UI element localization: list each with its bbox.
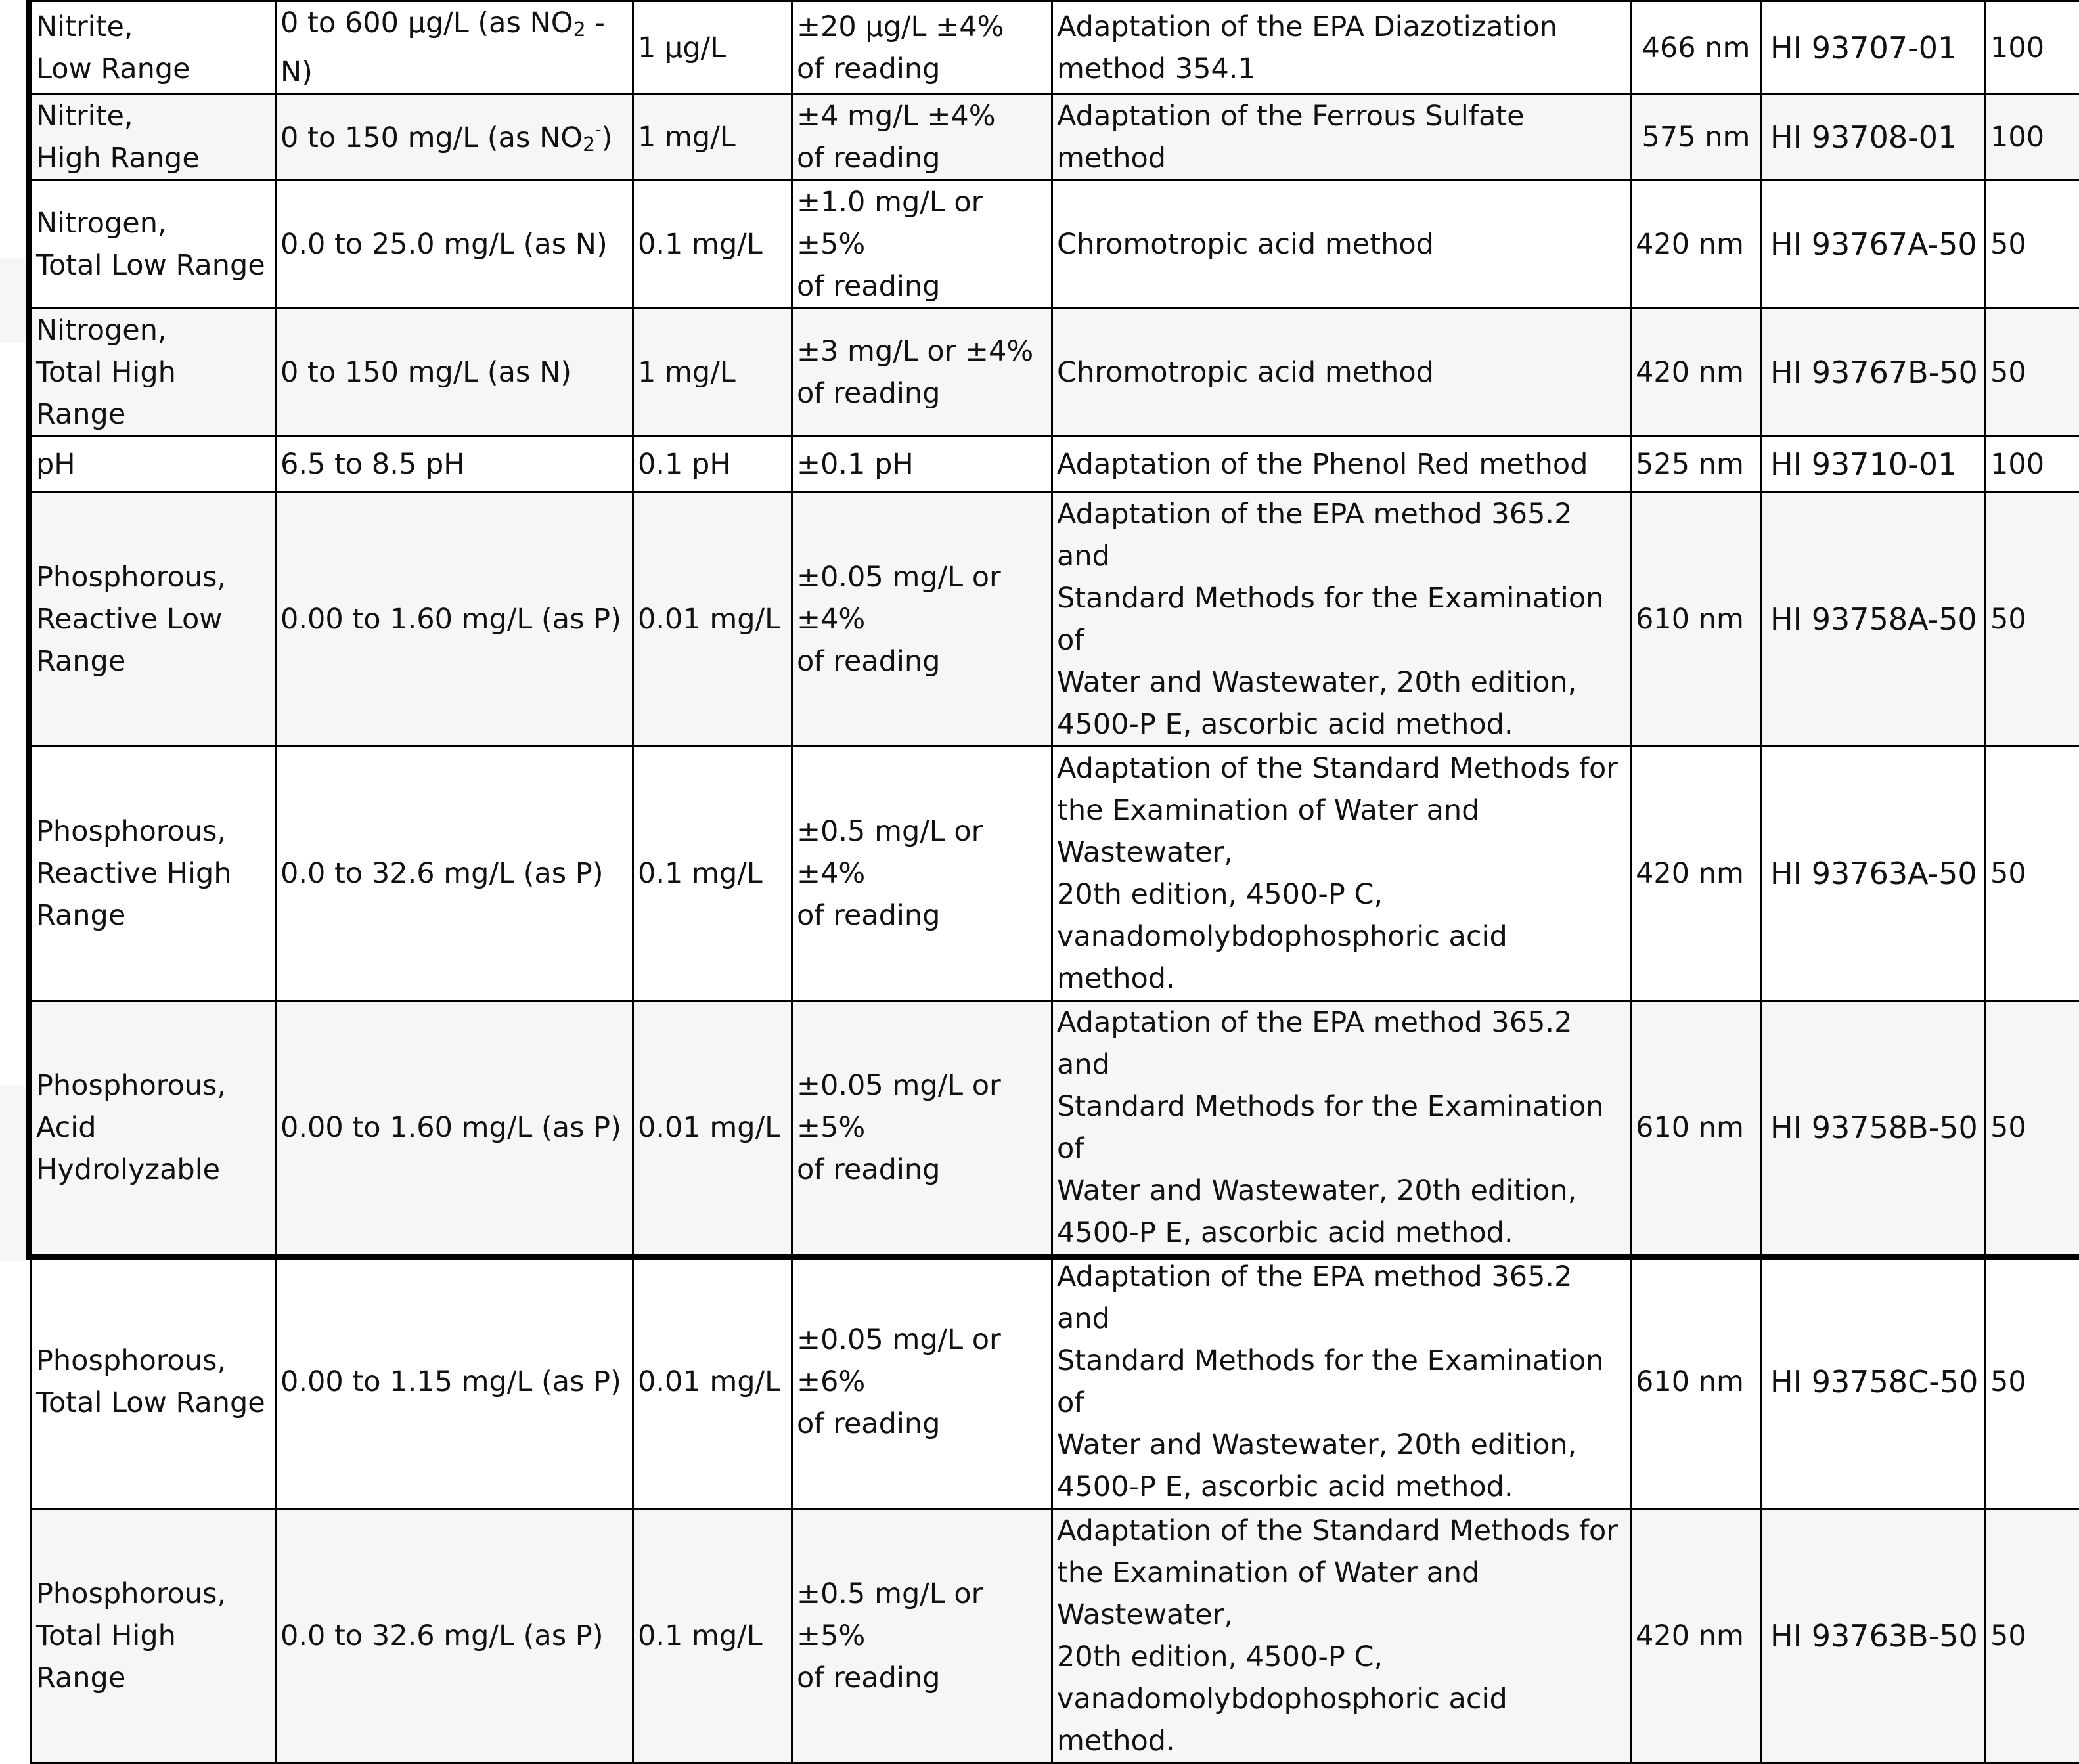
method-cell: Adaptation of the EPA method 365.2 and Standard Methods for the Examination of Water and Wastewater, 20th edition, 4500-P E, ascorbic acid method. <box>1052 1001 1631 1255</box>
range-cell: 0 to 150 mg/L (as N) <box>276 309 633 437</box>
range-cell: 0.0 to 32.6 mg/L (as P) <box>276 1509 633 1763</box>
wavelength-cell: 610 nm <box>1631 1001 1762 1255</box>
range-cell: 0.00 to 1.15 mg/L (as P) <box>276 1255 633 1509</box>
parameter-cell: Phosphorous, Acid Hydrolyzable <box>32 1001 276 1255</box>
tests-cell: 100 <box>1986 437 2079 493</box>
wavelength-cell: 525 nm <box>1631 437 1762 493</box>
wavelength-cell: 575 nm <box>1631 95 1762 181</box>
method-cell: Chromotropic acid method <box>1052 181 1631 309</box>
specifications-table <box>30 0 2079 1764</box>
parameter-cell: Nitrite, High Range <box>32 95 276 181</box>
accuracy-cell: ±1.0 mg/L or ±5% of reading <box>792 181 1052 309</box>
tests-cell: 50 <box>1986 493 2079 747</box>
range-cell: 0.00 to 1.60 mg/L (as P) <box>276 493 633 747</box>
wavelength-cell: 420 nm <box>1631 181 1762 309</box>
table-row <box>32 747 2079 1001</box>
method-cell: Adaptation of the EPA method 365.2 and Standard Methods for the Examination of Water and Wastewater, 20th edition, 4500-P E, ascorbic acid method. <box>1052 493 1631 747</box>
accuracy-cell: ±4 mg/L ±4% of reading <box>792 95 1052 181</box>
table-row <box>32 95 2079 181</box>
parameter-cell: Phosphorous, Reactive High Range <box>32 747 276 1001</box>
reagent-code-cell: HI 93763A-50 <box>1762 747 1986 1001</box>
parameter-cell: Nitrogen, Total High Range <box>32 309 276 437</box>
wavelength-cell: 610 nm <box>1631 493 1762 747</box>
resolution-cell: 0.01 mg/L <box>633 493 792 747</box>
wavelength-cell: 420 nm <box>1631 747 1762 1001</box>
tests-cell: 50 <box>1986 1509 2079 1763</box>
table-row <box>32 1509 2079 1763</box>
parameter-cell: pH <box>32 437 276 493</box>
range-cell <box>276 1 633 95</box>
range-cell: 0.0 to 25.0 mg/L (as N) <box>276 181 633 309</box>
accuracy-cell: ±0.5 mg/L or ±4% of reading <box>792 747 1052 1001</box>
accuracy-cell: ±3 mg/L or ±4% of reading <box>792 309 1052 437</box>
tests-cell: 50 <box>1986 1255 2079 1509</box>
reagent-code-cell: HI 93707-01 <box>1762 1 1986 95</box>
accuracy-cell: ±0.1 pH <box>792 437 1052 493</box>
accuracy-cell: ±0.05 mg/L or ±4% of reading <box>792 493 1052 747</box>
accuracy-cell: ±0.5 mg/L or ±5% of reading <box>792 1509 1052 1763</box>
tests-cell: 50 <box>1986 747 2079 1001</box>
range-cell: 0.00 to 1.60 mg/L (as P) <box>276 1001 633 1255</box>
reagent-code-cell: HI 93710-01 <box>1762 437 1986 493</box>
table-row <box>32 1 2079 95</box>
parameter-cell: Nitrogen, Total Low Range <box>32 181 276 309</box>
resolution-cell: 0.1 mg/L <box>633 747 792 1001</box>
table-row <box>32 181 2079 309</box>
tests-cell: 50 <box>1986 181 2079 309</box>
table-row <box>32 309 2079 437</box>
reagent-code-cell: HI 93758B-50 <box>1762 1001 1986 1255</box>
accuracy-cell: ±0.05 mg/L or ±5% of reading <box>792 1001 1052 1255</box>
method-cell: Adaptation of the Standard Methods for the Examination of Water and Wastewater, 20th edition, 4500-P C, vanadomolybdophosphoric acid method. <box>1052 1509 1631 1763</box>
accuracy-cell: ±20 µg/L ±4% of reading <box>792 1 1052 95</box>
method-cell: Adaptation of the Phenol Red method <box>1052 437 1631 493</box>
reagent-code-cell: HI 93708-01 <box>1762 95 1986 181</box>
method-cell: Adaptation of the Standard Methods for the Examination of Water and Wastewater, 20th edition, 4500-P C, vanadomolybdophosphoric acid method. <box>1052 747 1631 1001</box>
accuracy-cell: ±0.05 mg/L or ±6% of reading <box>792 1255 1052 1509</box>
reagent-code-cell: HI 93758A-50 <box>1762 493 1986 747</box>
parameter-cell: Phosphorous, Total Low Range <box>32 1255 276 1509</box>
resolution-cell: 0.01 mg/L <box>633 1255 792 1509</box>
range-text: 0 to 150 mg/L (as NO <box>280 121 583 154</box>
parameter-cell: Nitrite, Low Range <box>32 1 276 95</box>
reagent-code-cell: HI 93763B-50 <box>1762 1509 1986 1763</box>
wavelength-cell: 610 nm <box>1631 1255 1762 1509</box>
table-row <box>32 493 2079 747</box>
table-row <box>32 437 2079 493</box>
resolution-cell: 0.1 pH <box>633 437 792 493</box>
wavelength-cell: 420 nm <box>1631 1509 1762 1763</box>
resolution-cell: 0.01 mg/L <box>633 1001 792 1255</box>
subscript: 2 <box>573 18 586 41</box>
specifications-table-container <box>26 0 2079 1260</box>
method-cell: Chromotropic acid method <box>1052 309 1631 437</box>
resolution-cell: 1 mg/L <box>633 95 792 181</box>
range-cell <box>276 95 633 181</box>
range-cell: 0.0 to 32.6 mg/L (as P) <box>276 747 633 1001</box>
parameter-cell: Phosphorous, Reactive Low Range <box>32 493 276 747</box>
method-cell: Adaptation of the Ferrous Sulfate method <box>1052 95 1631 181</box>
table-row <box>32 1255 2079 1509</box>
reagent-code-cell: HI 93767A-50 <box>1762 181 1986 309</box>
resolution-cell: 0.1 mg/L <box>633 181 792 309</box>
resolution-cell: 0.1 mg/L <box>633 1509 792 1763</box>
superscript: - <box>595 120 601 140</box>
table-row <box>32 1001 2079 1255</box>
tests-cell: 50 <box>1986 309 2079 437</box>
reagent-code-cell: HI 93767B-50 <box>1762 309 1986 437</box>
range-text-suffix: ) <box>602 121 613 154</box>
left-margin-strip <box>0 0 26 1261</box>
method-cell: Adaptation of the EPA Diazotization method 354.1 <box>1052 1 1631 95</box>
parameter-cell: Phosphorous, Total High Range <box>32 1509 276 1763</box>
reagent-code-cell: HI 93758C-50 <box>1762 1255 1986 1509</box>
margin-shade <box>0 258 26 343</box>
margin-shade <box>0 1086 26 1261</box>
wavelength-cell: 466 nm <box>1631 1 1762 95</box>
subscript: 2 <box>583 133 595 156</box>
tests-cell: 100 <box>1986 1 2079 95</box>
tests-cell: 50 <box>1986 1001 2079 1255</box>
resolution-cell: 1 µg/L <box>633 1 792 95</box>
range-text-suffix: -N) <box>280 7 605 89</box>
method-cell: Adaptation of the EPA method 365.2 and Standard Methods for the Examination of Water and Wastewater, 20th edition, 4500-P E, ascorbic acid method. <box>1052 1255 1631 1509</box>
range-cell: 6.5 to 8.5 pH <box>276 437 633 493</box>
wavelength-cell: 420 nm <box>1631 309 1762 437</box>
tests-cell: 100 <box>1986 95 2079 181</box>
range-text: 0 to 600 µg/L (as NO <box>280 7 573 39</box>
resolution-cell: 1 mg/L <box>633 309 792 437</box>
